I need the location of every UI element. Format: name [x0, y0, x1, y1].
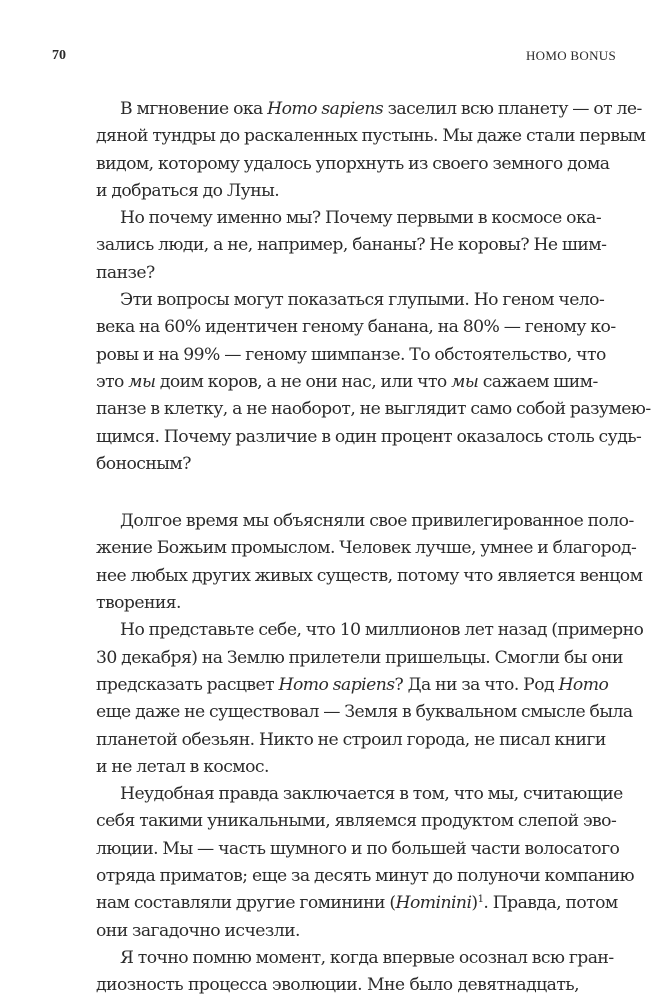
text-run[interactable]: зались люди, а не, например, бананы? Не коровы? Не шим-	[96, 235, 607, 256]
page-number: 70	[52, 48, 66, 63]
text-line	[96, 123, 646, 150]
text-line	[96, 754, 579, 781]
text-run[interactable]: творения.	[96, 593, 181, 614]
text-run[interactable]: 30 декабря) на Землю прилетели пришельцы. Смогли бы они	[96, 647, 623, 668]
text-run[interactable]: нее любых других живых существ, потому что является венцом	[96, 565, 643, 586]
italic-term: Homo sapiens	[278, 674, 395, 695]
text-run[interactable]: и добраться до Луны.	[96, 180, 280, 201]
section-break	[96, 478, 579, 508]
italic-term: Hominini	[395, 893, 472, 914]
text-line	[96, 96, 642, 123]
text-run[interactable]: они загадочно исчезли.	[96, 920, 300, 941]
text-run[interactable]: видом, которому удалось упорхнуть из своего земного дома	[96, 153, 610, 174]
text-line	[96, 451, 579, 478]
text-run[interactable]: еще даже не существовал — Земля в буквальном смысле была	[96, 702, 633, 723]
paragraph	[96, 287, 651, 478]
text-run[interactable]: доим коров, а не они нас, или что	[155, 371, 452, 392]
text-line	[96, 396, 651, 423]
paragraph	[96, 205, 607, 287]
text-line	[96, 508, 634, 535]
italic-term: Homo	[558, 674, 609, 695]
text-run[interactable]: предсказать расцвет	[96, 674, 279, 695]
text-line	[96, 781, 623, 808]
text-line	[96, 617, 644, 644]
text-run[interactable]: сажаем шим-	[478, 371, 598, 392]
text-line	[96, 563, 643, 590]
text-line	[96, 727, 606, 754]
text-run[interactable]: Эти вопросы могут показаться глупыми. Но геном чело-	[120, 290, 605, 311]
text-run[interactable]: это	[96, 371, 129, 392]
text-run[interactable]: и не летал в космос.	[96, 756, 269, 777]
text-line	[96, 314, 616, 341]
text-run[interactable]: Я точно помню момент, когда впервые осознал всю гран-	[120, 947, 614, 968]
paragraph	[96, 617, 644, 781]
text-run[interactable]: ровы и на 99% — геному шимпанзе. То обстоятельство, что	[96, 344, 606, 365]
footnote-ref[interactable]: 1	[477, 894, 484, 906]
text-line	[96, 972, 579, 999]
text-run[interactable]: щимся. Почему различие в один процент оказалось столь судь-	[96, 426, 642, 447]
text-run[interactable]: диозность процесса эволюции. Мне было девятнадцать,	[96, 975, 579, 996]
text-run[interactable]: В мгновение ока	[120, 99, 268, 119]
text-line	[96, 178, 579, 205]
text-run[interactable]: боносным?	[96, 453, 191, 474]
text-run[interactable]: жение Божьим промыслом. Человек лучше, умнее и благород-	[96, 538, 637, 559]
text-line	[96, 699, 633, 726]
text-line	[96, 945, 614, 972]
text-run[interactable]: дяной тундры до раскаленных пустынь. Мы даже стали первым	[96, 126, 646, 147]
paragraph	[96, 508, 643, 617]
text-run[interactable]: Но представьте себе, что 10 миллионов лет назад (примерно	[120, 620, 644, 641]
text-run[interactable]: отряда приматов; еще за десять минут до полуночи компанию	[96, 866, 635, 887]
text-line	[96, 918, 579, 945]
text-run[interactable]: Но почему именно мы? Почему первыми в космосе ока-	[120, 208, 602, 229]
italic-term: Homo sapiens	[267, 99, 384, 119]
text-line	[96, 205, 602, 232]
text-line	[96, 369, 598, 396]
body-text	[96, 96, 651, 1000]
text-run[interactable]: нам составляли другие гоминини (	[96, 893, 396, 914]
text-line	[96, 424, 642, 451]
running-title: HOMO BONUS	[525, 48, 616, 63]
text-run[interactable]: люции. Мы — часть шумного и по большей части волосатого	[96, 838, 620, 859]
text-line	[96, 151, 610, 178]
text-run[interactable]: Долгое время мы объясняли свое привилегированное поло-	[120, 511, 634, 532]
paragraph	[96, 945, 614, 1000]
text-run[interactable]: века на 60% идентичен геному банана, на 80% — геному ко-	[96, 317, 616, 338]
text-run[interactable]: Неудобная правда заключается в том, что мы, считающие	[120, 784, 623, 805]
text-line	[96, 808, 617, 835]
paragraph	[96, 96, 646, 205]
text-line	[96, 342, 606, 369]
text-line	[96, 645, 623, 672]
text-run[interactable]: ? Да ни за что. Род	[394, 674, 559, 695]
italic-term: мы	[451, 371, 479, 392]
italic-term: мы	[128, 371, 156, 392]
running-head	[52, 48, 616, 68]
text-line	[96, 590, 579, 617]
text-run[interactable]: . Правда, потом	[483, 893, 618, 914]
paragraph	[96, 781, 635, 945]
text-line	[96, 890, 618, 917]
text-run[interactable]: )	[471, 893, 478, 914]
text-run[interactable]: планетой обезьян. Никто не строил города, не писал книги	[96, 729, 606, 750]
text-line	[96, 672, 609, 699]
text-line	[96, 863, 635, 890]
text-line	[96, 232, 607, 259]
text-line	[96, 535, 637, 562]
text-run[interactable]: панзе?	[96, 262, 155, 283]
text-line	[96, 287, 605, 314]
text-line	[96, 836, 620, 863]
text-run[interactable]: себя такими уникальными, являемся продуктом слепой эво-	[96, 811, 617, 832]
text-run[interactable]: панзе в клетку, а не наоборот, не выглядит само собой разумею-	[96, 399, 651, 420]
text-line	[96, 260, 579, 287]
text-run[interactable]: заселил всю планету — от ле-	[383, 99, 642, 119]
